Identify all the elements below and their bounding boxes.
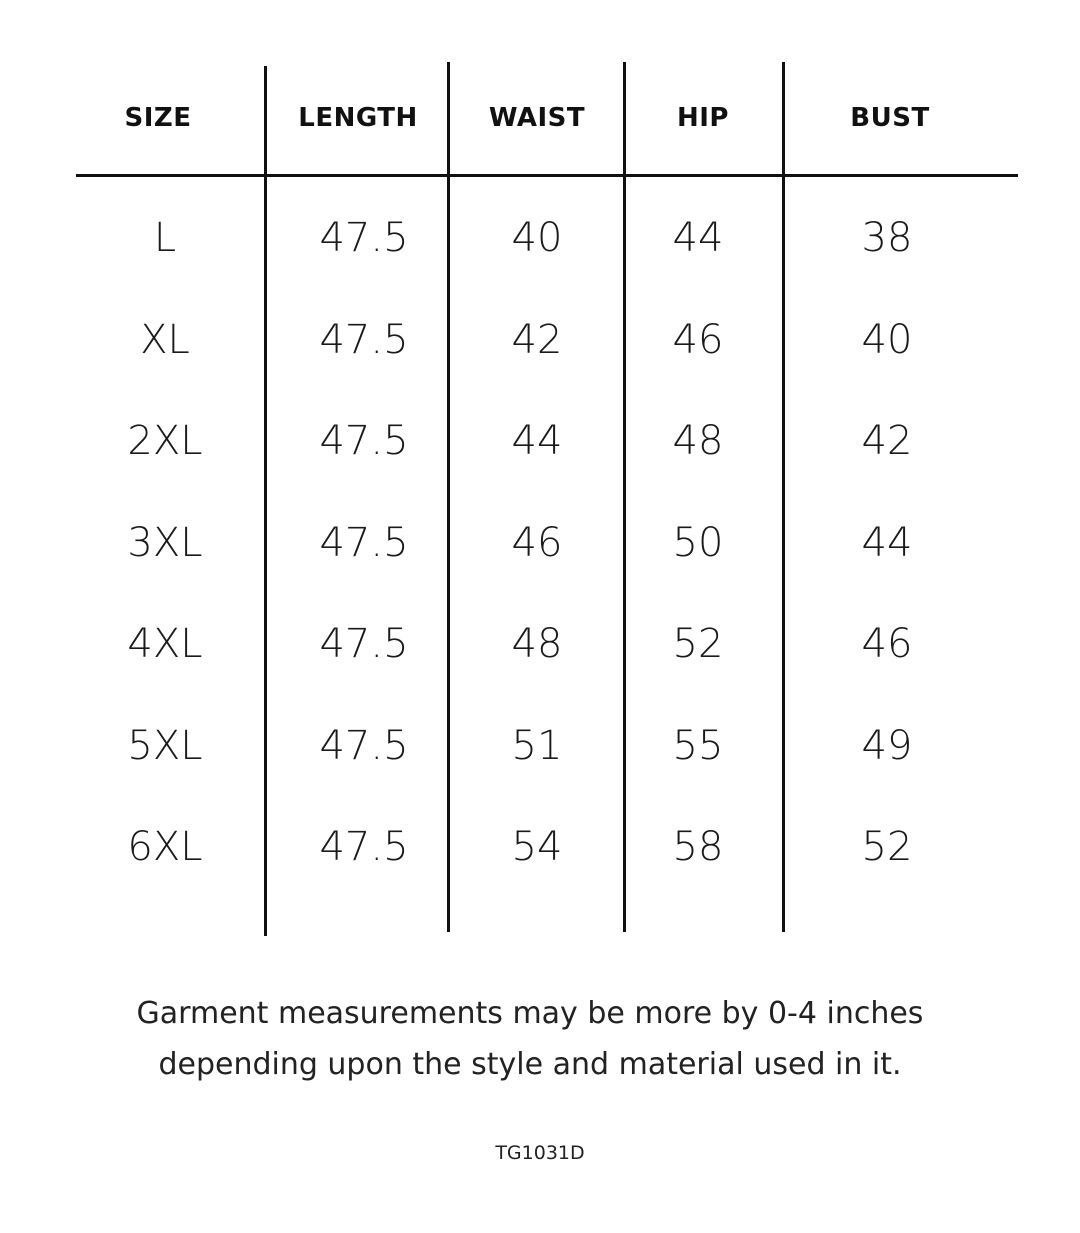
cell-bust: 52	[861, 824, 913, 870]
cell-length: 47.5	[319, 215, 409, 261]
cell-length: 47.5	[319, 621, 409, 667]
header-waist: WAIST	[488, 103, 586, 133]
cell-size: 6XL	[127, 824, 203, 870]
product-code: TG1031D	[495, 1142, 585, 1164]
cell-bust: 38	[861, 215, 913, 261]
header-size: SIZE	[124, 103, 192, 133]
header-divider	[76, 174, 1018, 177]
cell-waist: 42	[511, 317, 563, 363]
cell-waist: 51	[511, 723, 563, 769]
cell-bust: 44	[861, 520, 913, 566]
column-divider	[623, 62, 626, 932]
cell-waist: 40	[511, 215, 563, 261]
cell-hip: 46	[672, 317, 724, 363]
column-divider	[782, 62, 785, 932]
cell-hip: 52	[672, 621, 724, 667]
cell-bust: 49	[861, 723, 913, 769]
cell-bust: 40	[861, 317, 913, 363]
column-divider	[264, 66, 267, 936]
cell-hip: 50	[672, 520, 724, 566]
measurement-note-line-2: depending upon the style and material used in it.	[158, 1047, 902, 1082]
header-hip: HIP	[677, 103, 729, 133]
cell-waist: 54	[511, 824, 563, 870]
cell-size: XL	[140, 317, 190, 363]
cell-size: 2XL	[127, 418, 203, 464]
measurement-note-line-1: Garment measurements may be more by 0-4 inches	[136, 996, 924, 1031]
cell-waist: 46	[511, 520, 563, 566]
cell-hip: 44	[672, 215, 724, 261]
cell-size: 4XL	[127, 621, 203, 667]
column-divider	[447, 62, 450, 932]
cell-length: 47.5	[319, 520, 409, 566]
cell-length: 47.5	[319, 723, 409, 769]
cell-size: L	[153, 215, 177, 261]
cell-waist: 48	[511, 621, 563, 667]
cell-size: 3XL	[127, 520, 203, 566]
cell-hip: 48	[672, 418, 724, 464]
cell-waist: 44	[511, 418, 563, 464]
cell-bust: 46	[861, 621, 913, 667]
header-length: LENGTH	[298, 103, 418, 133]
cell-length: 47.5	[319, 418, 409, 464]
cell-length: 47.5	[319, 824, 409, 870]
cell-hip: 55	[672, 723, 724, 769]
header-bust: BUST	[850, 103, 930, 133]
cell-bust: 42	[861, 418, 913, 464]
cell-size: 5XL	[127, 723, 203, 769]
cell-hip: 58	[672, 824, 724, 870]
cell-length: 47.5	[319, 317, 409, 363]
